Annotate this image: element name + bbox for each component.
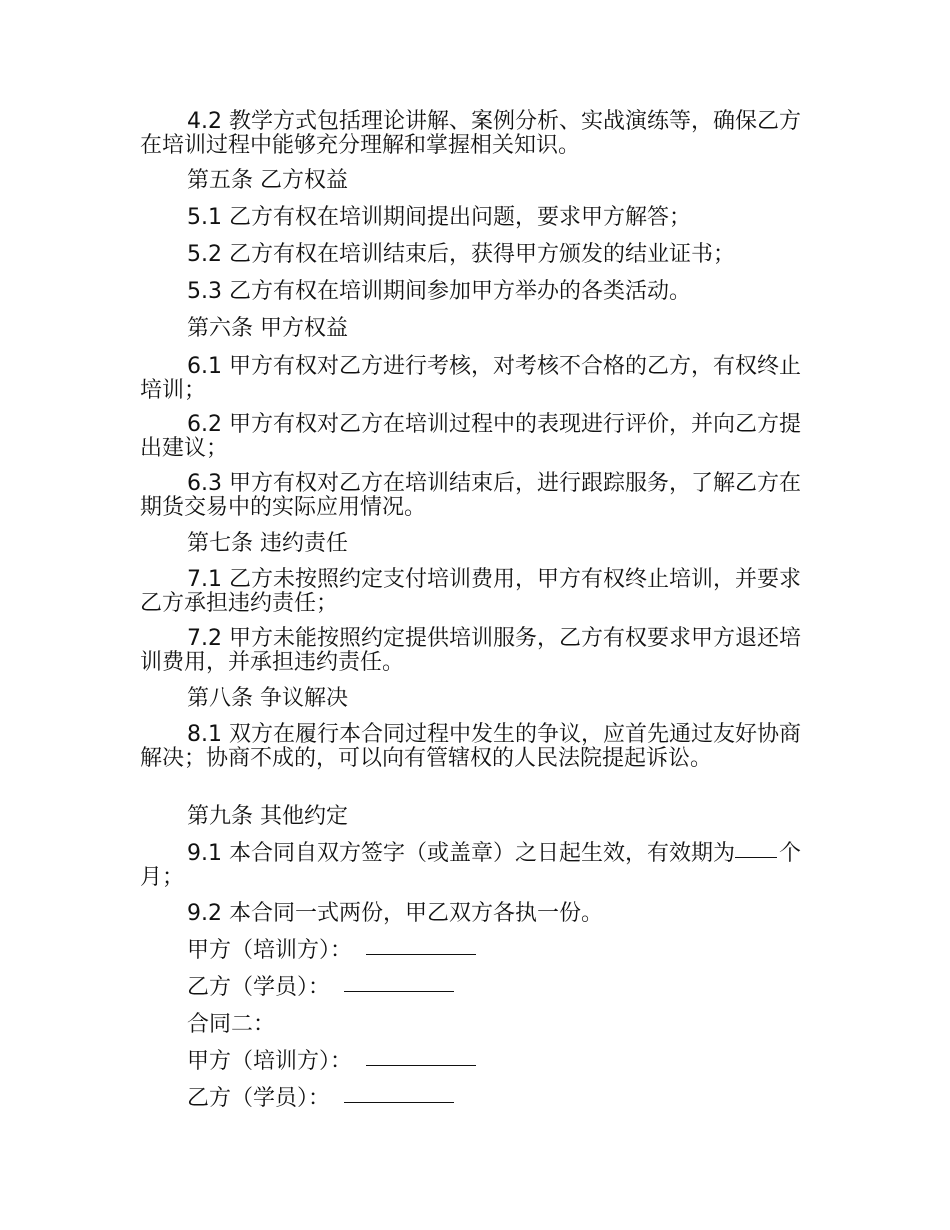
clause-9-1 — [140, 842, 810, 890]
clause-8-1: 8.1 双方在履行本合同过程中发生的争议，应首先通过友好协商解决；协商不成的，可以向有管辖权的人民法院提起诉讼。 — [140, 722, 801, 771]
clause-9-1-text-b: 个月； — [140, 841, 801, 890]
party-b-label-2: 乙方（学员）： — [187, 1086, 331, 1111]
clause-7-2: 7.2 甲方未能按照约定提供培训服务，乙方有权要求甲方退还培训费用，并承担违约责任。 — [140, 626, 801, 675]
article-5-heading: 第五条 乙方权益 — [187, 168, 348, 193]
party-a-signature-line-2 — [187, 1050, 476, 1074]
party-b-signature-line-1 — [187, 976, 454, 1000]
clause-5-2: 5.2 乙方有权在培训结束后，获得甲方颁发的结业证书； — [187, 242, 735, 267]
party-a-signature-line-1 — [187, 939, 476, 963]
party-a-label-1: 甲方（培训方）： — [187, 938, 353, 963]
clause-7-1: 7.1 乙方未按照约定支付培训费用，甲方有权终止培训，并要求乙方承担违约责任； — [140, 567, 801, 616]
clause-4-2: 4.2 教学方式包括理论讲解、案例分析、实战演练等，确保乙方在培训过程中能够充分理解和掌握相关知识。 — [140, 109, 801, 158]
party-b-blank-1 — [344, 991, 454, 992]
party-b-label-1: 乙方（学员）： — [187, 975, 331, 1000]
clause-6-3: 6.3 甲方有权对乙方在培训结束后，进行跟踪服务，了解乙方在期货交易中的实际应用情况。 — [140, 471, 801, 520]
clause-5-1: 5.1 乙方有权在培训期间提出问题，要求甲方解答； — [187, 205, 691, 230]
article-8-heading: 第八条 争议解决 — [187, 686, 348, 711]
article-6-heading: 第六条 甲方权益 — [187, 316, 348, 341]
party-b-blank-2 — [344, 1102, 454, 1103]
clause-5-3: 5.3 乙方有权在培训期间参加甲方举办的各类活动。 — [187, 279, 691, 304]
party-a-blank-1 — [366, 954, 476, 955]
party-a-blank-2 — [366, 1065, 476, 1066]
clause-6-2: 6.2 甲方有权对乙方在培训过程中的表现进行评价，并向乙方提出建议； — [140, 412, 801, 461]
clause-6-1: 6.1 甲方有权对乙方进行考核，对考核不合格的乙方，有权终止培训； — [140, 354, 801, 403]
party-a-label-2: 甲方（培训方）： — [187, 1049, 353, 1074]
term-months-blank — [735, 857, 777, 858]
article-7-heading: 第七条 违约责任 — [187, 531, 348, 556]
article-9-heading: 第九条 其他约定 — [187, 804, 348, 829]
clause-9-2: 9.2 本合同一式两份，甲乙双方各执一份。 — [187, 901, 603, 926]
party-b-signature-line-2 — [187, 1087, 454, 1111]
contract-two-heading: 合同二： — [187, 1012, 276, 1037]
clause-9-1-text-a: 9.1 本合同自双方签字（或盖章）之日起生效，有效期为 — [187, 841, 735, 866]
